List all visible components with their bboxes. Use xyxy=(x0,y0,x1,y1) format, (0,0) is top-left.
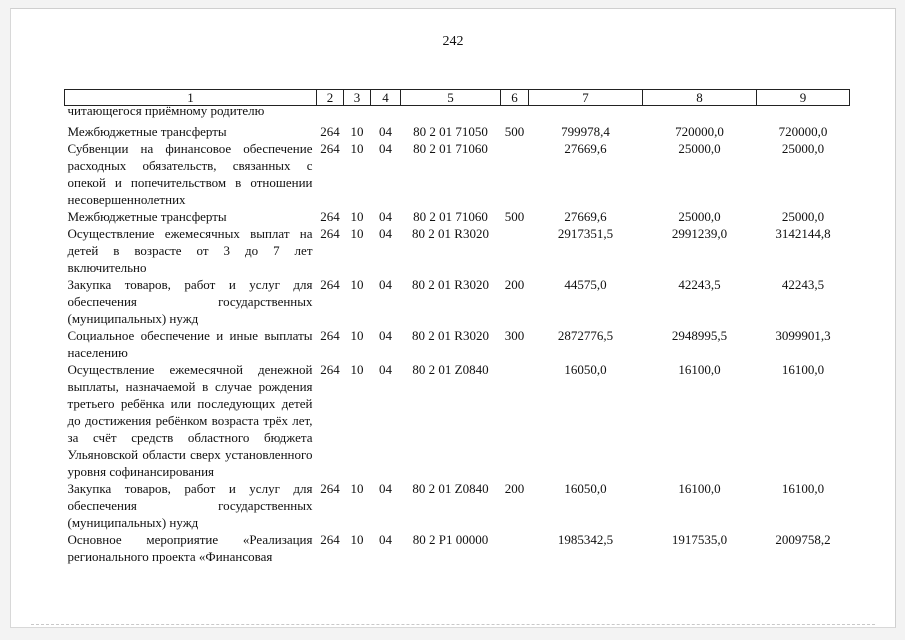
row-amount-col7: 27669,6 xyxy=(564,209,607,224)
row-subsection: 04 xyxy=(379,532,392,547)
row-code: 264 xyxy=(320,328,340,343)
row-code: 264 xyxy=(320,226,340,241)
row-target-article: 80 2 01 71050 xyxy=(413,124,488,139)
row-amount-col7 xyxy=(529,106,643,124)
row-amount-col8: 42243,5 xyxy=(678,277,721,292)
row-section: 10 xyxy=(350,362,364,377)
column-header: 9 xyxy=(757,90,850,106)
row-expense-type: 200 xyxy=(504,481,525,496)
row-description: Осуществление ежемесячной денежной выплаты, назначаемой в случае рождения третьего ребёнка или последующих детей до достижения ребёнком возраста трёх лет, за счёт средств областного бюджета Ульяновской области сверх установленного уровня софинансирования xyxy=(67,362,313,479)
column-header: 3 xyxy=(344,90,371,106)
table-row xyxy=(65,106,850,124)
row-section: 10 xyxy=(350,124,364,139)
row-amount-col8: 1917535,0 xyxy=(671,532,728,547)
table-row xyxy=(65,531,850,565)
row-subsection xyxy=(371,106,401,124)
row-description: Субвенции на финансовое обеспечение расходных обязательств, связанных с опекой и попечительством в отношении несовершеннолетних xyxy=(67,141,313,207)
row-code xyxy=(317,106,344,124)
row-description: Закупка товаров, работ и услуг для обеспечения государственных (муниципальных) нужд xyxy=(67,481,313,530)
table-row xyxy=(65,123,850,140)
row-description: читающегося приёмному родителю xyxy=(67,105,265,118)
row-amount-col7: 2917351,5 xyxy=(557,226,614,241)
row-target-article xyxy=(401,106,501,124)
row-description: Основное мероприятие «Реализация регионального проекта «Финансовая xyxy=(67,532,313,564)
row-subsection: 04 xyxy=(379,328,392,343)
column-header: 5 xyxy=(401,90,501,106)
row-expense-type xyxy=(501,106,529,124)
row-amount-col8: 25000,0 xyxy=(678,141,721,156)
row-subsection: 04 xyxy=(379,362,392,377)
row-expense-type: 500 xyxy=(504,209,525,224)
page-number: 242 xyxy=(442,34,464,49)
row-subsection: 04 xyxy=(379,209,392,224)
page-bottom-edge xyxy=(31,624,875,625)
row-target-article: 80 2 P1 00000 xyxy=(412,532,489,547)
row-description: Осуществление ежемесячных выплат на детей в возрасте от 3 до 7 лет включительно xyxy=(67,226,313,275)
row-expense-type xyxy=(501,140,529,208)
row-amount-col9: 16100,0 xyxy=(781,362,825,377)
document-page xyxy=(10,8,896,628)
column-header: 7 xyxy=(529,90,643,106)
row-subsection: 04 xyxy=(379,141,392,156)
column-header: 2 xyxy=(317,90,344,106)
row-expense-type xyxy=(501,225,529,276)
row-amount-col7: 2872776,5 xyxy=(557,328,614,343)
row-amount-col7: 16050,0 xyxy=(564,362,607,377)
budget-table xyxy=(64,89,850,565)
row-amount-col9: 2009758,2 xyxy=(775,532,831,547)
row-code: 264 xyxy=(320,277,340,292)
row-section xyxy=(344,106,371,124)
table-row xyxy=(65,208,850,225)
row-amount-col8: 2948995,5 xyxy=(671,328,728,343)
row-target-article: 80 2 01 R3020 xyxy=(412,226,489,241)
row-target-article: 80 2 01 Z0840 xyxy=(412,481,489,496)
row-section: 10 xyxy=(350,209,364,224)
row-amount-col8: 16100,0 xyxy=(678,481,721,496)
row-target-article: 80 2 01 Z0840 xyxy=(412,362,489,377)
row-amount-col8: 25000,0 xyxy=(678,209,721,224)
row-amount-col7: 1985342,5 xyxy=(557,532,614,547)
row-amount-col9: 25000,0 xyxy=(781,141,825,156)
column-header: 8 xyxy=(643,90,757,106)
row-amount-col8: 720000,0 xyxy=(675,124,724,139)
row-amount-col9: 720000,0 xyxy=(778,124,828,139)
row-code: 264 xyxy=(320,124,340,139)
row-amount-col7: 799978,4 xyxy=(561,124,610,139)
row-amount-col8 xyxy=(643,106,757,124)
row-amount-col9: 25000,0 xyxy=(781,209,825,224)
row-section: 10 xyxy=(350,141,364,156)
row-amount-col7: 27669,6 xyxy=(564,141,607,156)
row-description: Межбюджетные трансферты xyxy=(67,209,227,224)
table-row xyxy=(65,480,850,531)
row-amount-col9 xyxy=(757,106,850,124)
row-code: 264 xyxy=(320,532,340,547)
table-row xyxy=(65,225,850,276)
row-section: 10 xyxy=(350,481,364,496)
row-section: 10 xyxy=(350,532,364,547)
table-header-row xyxy=(65,90,850,106)
row-subsection: 04 xyxy=(379,124,392,139)
table-row xyxy=(65,327,850,361)
column-header: 1 xyxy=(65,90,317,106)
row-subsection: 04 xyxy=(379,481,392,496)
row-expense-type xyxy=(501,531,529,565)
row-description: Социальное обеспечение и иные выплаты населению xyxy=(67,328,313,360)
row-subsection: 04 xyxy=(379,226,392,241)
row-amount-col8: 16100,0 xyxy=(678,362,721,377)
row-expense-type: 300 xyxy=(504,328,525,343)
row-expense-type: 500 xyxy=(504,124,525,139)
row-code: 264 xyxy=(320,209,340,224)
row-expense-type: 200 xyxy=(504,277,525,292)
row-section: 10 xyxy=(350,226,364,241)
row-code: 264 xyxy=(320,362,340,377)
row-target-article: 80 2 01 71060 xyxy=(413,209,488,224)
row-amount-col9: 16100,0 xyxy=(781,481,825,496)
row-subsection: 04 xyxy=(379,277,392,292)
row-amount-col9: 3099901,3 xyxy=(775,328,831,343)
row-description: Закупка товаров, работ и услуг для обеспечения государственных (муниципальных) нужд xyxy=(67,277,313,326)
row-amount-col9: 3142144,8 xyxy=(775,226,831,241)
row-code: 264 xyxy=(320,141,340,156)
row-section: 10 xyxy=(350,277,364,292)
table-row xyxy=(65,140,850,208)
row-code: 264 xyxy=(320,481,340,496)
column-header: 4 xyxy=(371,90,401,106)
row-amount-col7: 44575,0 xyxy=(564,277,607,292)
row-target-article: 80 2 01 71060 xyxy=(413,141,488,156)
row-description: Межбюджетные трансферты xyxy=(67,124,227,139)
row-amount-col7: 16050,0 xyxy=(564,481,607,496)
row-amount-col8: 2991239,0 xyxy=(671,226,728,241)
table-row xyxy=(65,276,850,327)
row-section: 10 xyxy=(350,328,364,343)
row-target-article: 80 2 01 R3020 xyxy=(412,328,489,343)
row-amount-col9: 42243,5 xyxy=(781,277,825,292)
column-header: 6 xyxy=(501,90,529,106)
table-row xyxy=(65,361,850,480)
row-target-article: 80 2 01 R3020 xyxy=(412,277,489,292)
row-expense-type xyxy=(501,361,529,480)
